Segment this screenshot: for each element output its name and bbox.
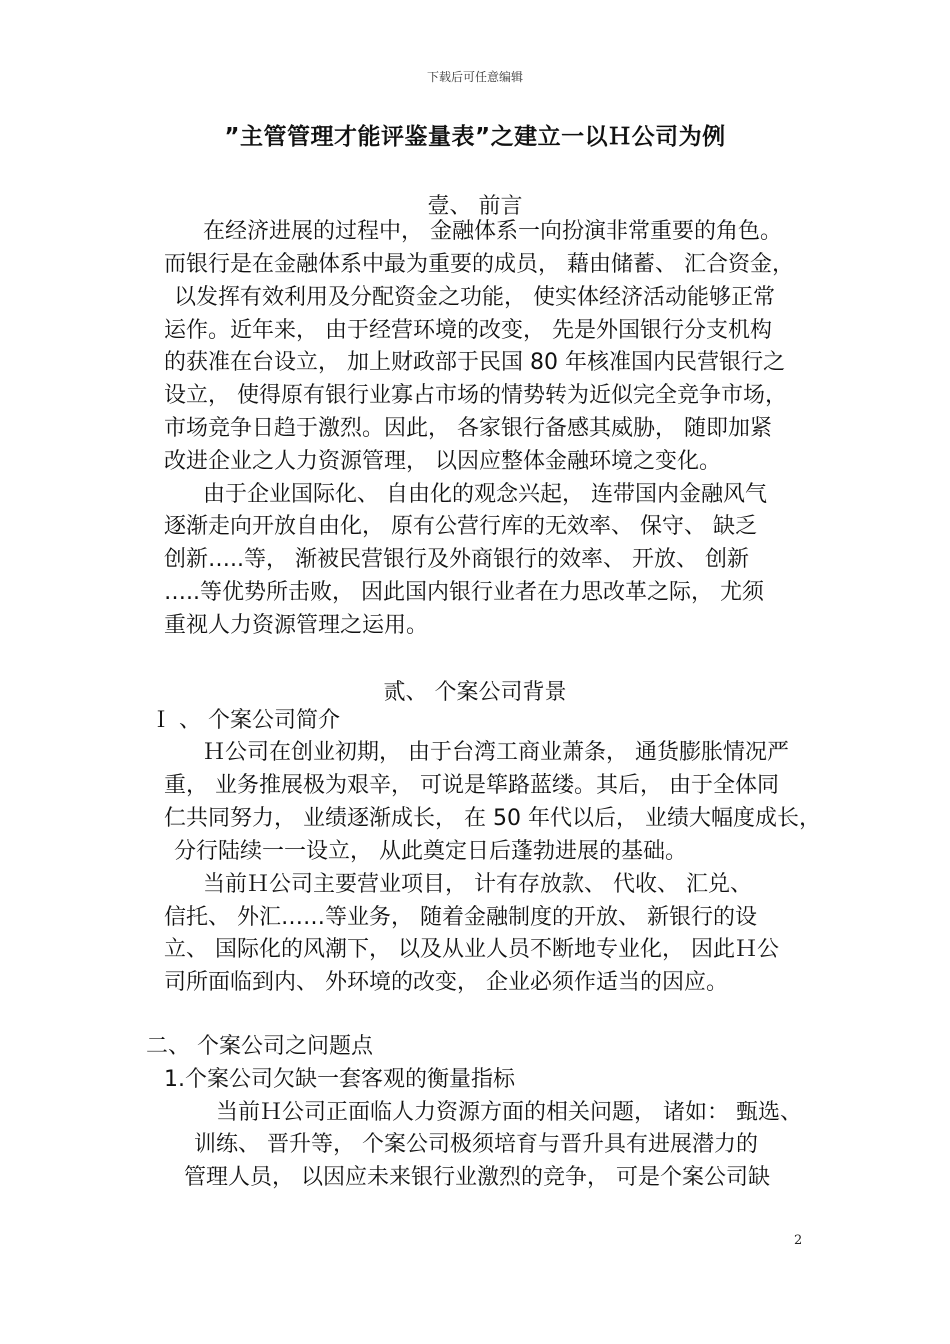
paragraph-line: 运作。近年来， 由于经营环境的改变， 先是外国银行分支机构 (164, 318, 772, 343)
item-title-metrics: 1.个案公司欠缺一套客观的衡量指标 (164, 1067, 515, 1092)
paragraph-line: 以发挥有效利用及分配资金之功能， 使实体经济活动能够正常 (174, 285, 775, 310)
paragraph-line: 管理人员， 以因应未来银行业激烈的竞争， 可是个案公司缺 (184, 1165, 770, 1190)
paragraph-line: 重， 业务推展极为艰辛， 可说是筚路蓝缕。其后， 由于全体同 (164, 773, 779, 798)
paragraph-line: 改进企业之人力资源管理， 以因应整体金融环境之变化。 (164, 449, 721, 474)
paragraph-line: 分行陆续一一设立， 从此奠定日后蓬勃进展的基础。 (174, 839, 687, 864)
paragraph-line: 在经济进展的过程中， 金融体系一向扮演非常重要的角色。 (203, 219, 782, 244)
paragraph-line: Ｈ公司在创业初期， 由于台湾工商业萧条， 通货膨胀情况严 (203, 740, 789, 765)
paragraph-line: 训练、 晋升等， 个案公司极须培育与晋升具有进展潜力的 (194, 1132, 758, 1157)
paragraph-line: 市场竞争日趋于激烈。因此， 各家银行备感其威胁， 随即加紧 (164, 416, 772, 441)
document-title: ”主管管理才能评鉴量表”之建立一以Ｈ公司为例 (224, 124, 726, 150)
page-number: 2 (794, 1233, 803, 1248)
paragraph-line: 逐渐走向开放自由化， 原有公营行库的无效率、 保守、 缺乏 (164, 514, 757, 539)
paragraph-line: 仁共同努力， 业绩逐渐成长， 在 50 年代以后， 业绩大幅度成长， (164, 806, 821, 831)
paragraph-line: 由于企业国际化、 自由化的观念兴起， 连带国内金融风气 (203, 482, 767, 507)
subsection-title-problems: 二、 个案公司之问题点 (146, 1034, 373, 1059)
paragraph-line: 设立， 使得原有银行业寡占市场的情势转为近似完全竞争市场， (164, 383, 787, 408)
paragraph-line: 当前Ｈ公司主要营业项目， 计有存放款、 代收、 汇兑、 (203, 872, 752, 897)
paragraph-line: 的获准在台设立， 加上财政部于民国 80 年核准国内民营银行之 (164, 350, 785, 375)
paragraph-line: 信托、 外汇……等业务， 随着金融制度的开放、 新银行的设 (164, 905, 757, 930)
page-header-note: 下载后可任意编辑 (426, 70, 523, 84)
paragraph-line: 立、 国际化的风潮下， 以及从业人员不断地专业化， 因此Ｈ公 (164, 937, 779, 962)
paragraph-line: 重视人力资源管理之运用。 (164, 613, 429, 638)
paragraph-line: 而银行是在金融体系中最为重要的成员， 藉由储蓄、 汇合资金， (164, 252, 794, 277)
subsection-title-company-intro: Ｉ 、 个案公司简介 (150, 708, 340, 733)
section-heading-preface: 壹、 前言 (427, 194, 523, 219)
paragraph-line: …..等优势所击败， 因此国内银行业者在力思改革之际， 尤须 (164, 580, 764, 605)
paragraph-line: 司所面临到内、 外环境的改变， 企业必须作适当的因应。 (164, 970, 728, 995)
paragraph-line: 创新…..等， 渐被民营银行及外商银行的效率、 开放、 创新 (164, 547, 749, 572)
section-heading-background: 贰、 个案公司背景 (383, 680, 567, 705)
paragraph-line: 当前Ｈ公司正面临人力资源方面的相关问题， 诸如： 甄选、 (216, 1100, 802, 1125)
